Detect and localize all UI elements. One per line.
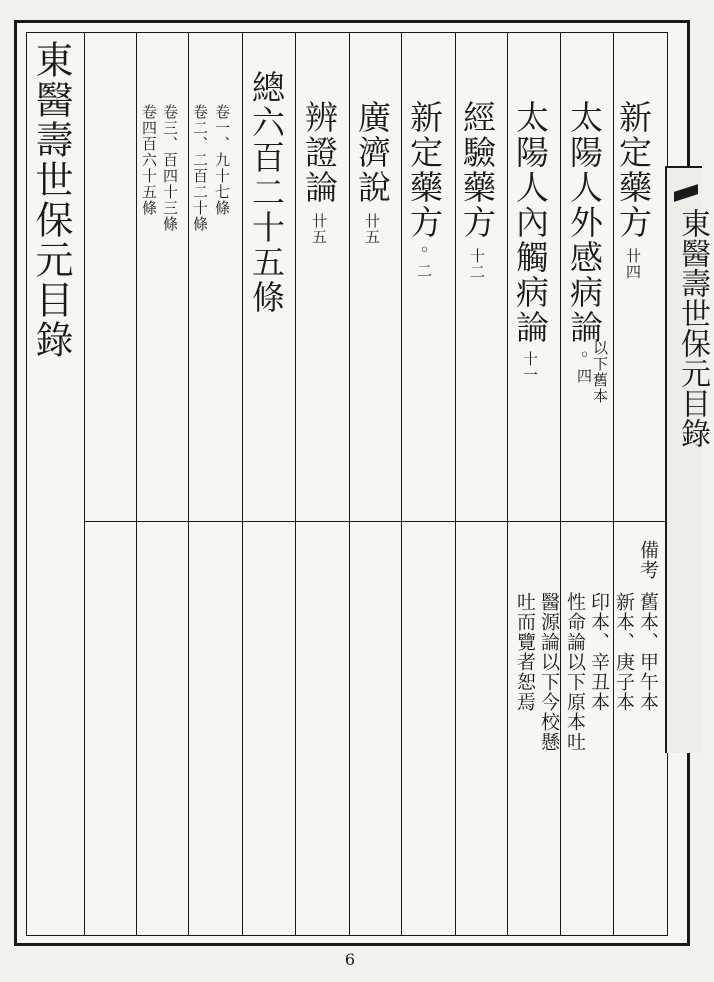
- entry-page: 十二: [468, 248, 486, 280]
- side-tab: [665, 166, 710, 753]
- entry-guangji: [353, 100, 392, 245]
- volume-2: 卷二、二百二十條: [191, 104, 209, 232]
- column-rule: [295, 32, 296, 936]
- entry-empirical-prescriptions: [458, 100, 497, 280]
- page-number: 6: [344, 950, 356, 969]
- entry-bianzheng: [300, 100, 339, 245]
- entry-taiyang-internal: [511, 100, 550, 383]
- entry-page: 卄五: [310, 213, 328, 245]
- entry-page: 卄五: [363, 213, 381, 245]
- middle-rule: [84, 521, 668, 522]
- column-rule: [349, 32, 350, 936]
- column-rule: [507, 32, 508, 936]
- column-rule: [188, 32, 189, 936]
- remarks-line: 醫源論以下今校懸: [537, 592, 560, 752]
- entry-title: 太陽人內觸病論: [511, 100, 550, 345]
- entry-title: 廣濟說: [353, 100, 392, 205]
- entry-page: 四: [575, 368, 593, 384]
- volume-3: 卷三、百四十三條: [161, 104, 179, 232]
- entry-title: 新定藥方: [614, 100, 653, 240]
- entry-mark: ◦: [574, 345, 595, 368]
- entry-page: 卄四: [624, 248, 642, 280]
- old-edition-note: 以下舊本: [591, 340, 609, 404]
- total-articles: 總六百二十五條: [247, 70, 286, 315]
- column-rule: [84, 32, 85, 936]
- column-rule: [401, 32, 402, 936]
- remarks-line: 印本、辛丑本: [587, 592, 610, 712]
- column-rule: [242, 32, 243, 936]
- column-rule: [560, 32, 561, 936]
- entry-title: 太陽人外感病論: [565, 100, 604, 345]
- remarks-line: 新本、庚子本: [612, 592, 635, 712]
- side-tab-text: 東醫壽世保元目錄: [675, 208, 710, 448]
- entry-title: 經驗藥方: [458, 100, 497, 240]
- remarks-line: 舊本、甲午本: [636, 592, 659, 712]
- entry-title: 新定藥方: [405, 100, 444, 240]
- column-rule: [136, 32, 137, 936]
- page-title: 東醫壽世保元目錄: [29, 40, 73, 360]
- entry-new-prescriptions-2: [405, 100, 444, 279]
- volume-4: 卷四百六十五條: [140, 104, 158, 216]
- remarks-line: 吐而覽者恕焉: [513, 592, 536, 712]
- volume-1: 卷一、九十七條: [213, 104, 231, 216]
- column-rule: [455, 32, 456, 936]
- entry-page: 十一: [521, 351, 539, 383]
- entry-mark: ◦: [414, 240, 435, 263]
- remarks-heading: 備考: [636, 540, 659, 580]
- entry-title: 辨證論: [300, 100, 339, 205]
- tab-cap-mark: [674, 184, 698, 202]
- remarks-line: 性命論以下原本吐: [563, 592, 586, 752]
- entry-new-prescriptions-1: [614, 100, 653, 280]
- entry-page: 二: [415, 263, 433, 279]
